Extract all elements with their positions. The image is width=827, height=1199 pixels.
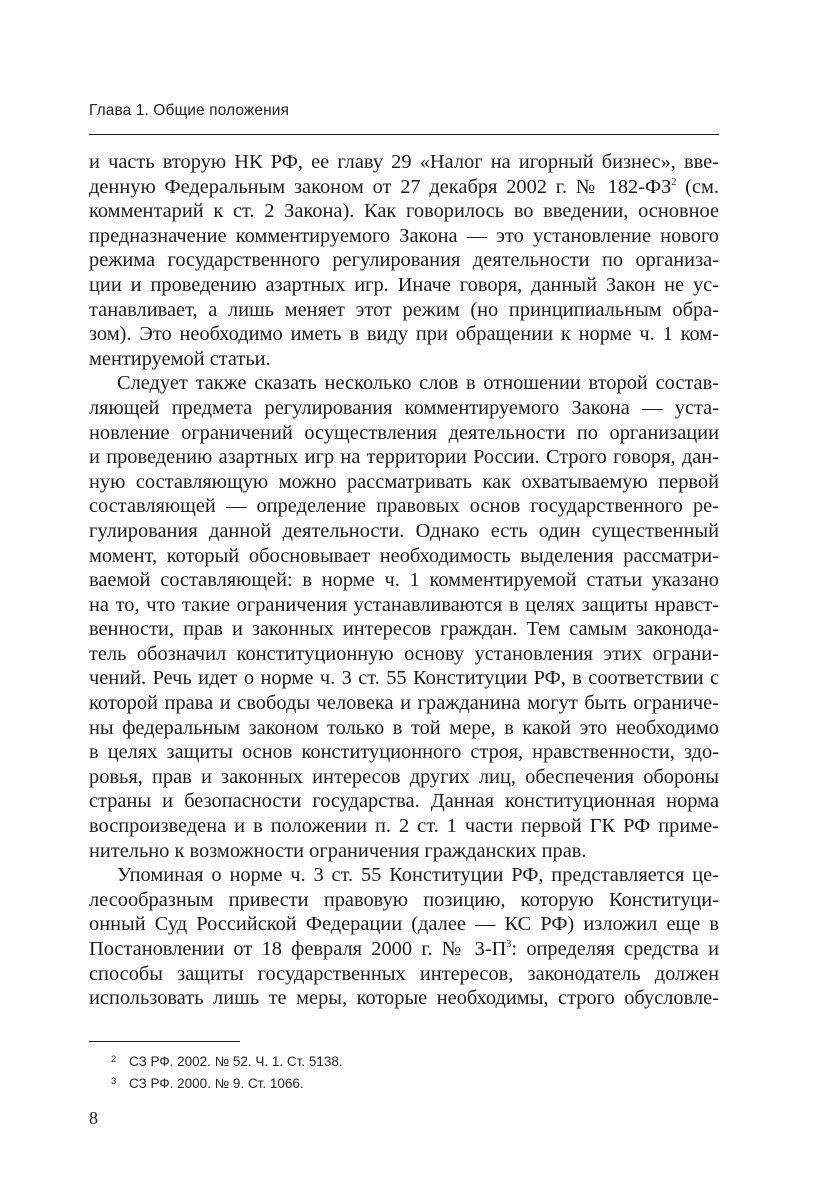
footnote (111, 1050, 343, 1072)
text-line: новление ограничений осуществления деятельности по организации (89, 421, 719, 444)
text-line: составляющей — определение правовых основ государственного ре- (89, 495, 719, 518)
text-segment: Постановлении от 18 февраля 2000 г. № 3-П (89, 938, 507, 960)
text-segment: (см. (685, 175, 719, 198)
text-line: чений. Речь идет о норме ч. 3 ст. 55 Конституции РФ, в соответствии с (89, 667, 719, 690)
footnote-ref[interactable]: 2 (671, 176, 677, 188)
text-line: ровья, прав и законных интересов других лиц, обеспечения обороны (89, 765, 719, 788)
text-line: использовать лишь те меры, которые необходимы, строго обусловле- (89, 987, 719, 1010)
text-line: воспроизведена и в положении п. 2 ст. 1 части первой ГК РФ приме- (89, 815, 719, 838)
text-line: венности, прав и законных интересов граждан. Тем самым законода- (89, 618, 719, 641)
footnote-text: СЗ РФ. 2002. № 52. Ч. 1. Ст. 5138. (129, 1054, 343, 1069)
body-text (89, 150, 719, 1011)
text-line: и проведению азартных игр на территории России. Строго говоря, дан- (89, 446, 719, 469)
text-line (89, 175, 719, 200)
text-line: зом). Это необходимо иметь в виду при обращении к норме ч. 1 ком- (89, 323, 719, 346)
text-line: в целях защиты основ конституционного строя, нравственности, здо- (89, 741, 719, 764)
text-line: ции и проведению азартных игр. Иначе говоря, данный Закон не ус- (89, 273, 719, 296)
text-line: Упоминая о норме ч. 3 ст. 55 Конституции РФ, представляется це- (117, 864, 719, 887)
running-title: Глава 1. Общие положения (89, 102, 290, 119)
text-line: предназначение комментируемого Закона — это установление нового (89, 224, 719, 247)
text-line: страны и безопасности государства. Данная конституционная норма (89, 790, 719, 813)
footnotes (111, 1050, 343, 1094)
text-line: гулирования данной деятельности. Однако есть один существенный (89, 519, 719, 542)
text-line: момент, который обосновывает необходимость выделения рассматри- (89, 544, 719, 567)
text-line: на то, что такие ограничения устанавливаются в целях защиты нравст- (89, 593, 719, 616)
text-line: способы защиты государственных интересов, законодатель должен (89, 962, 719, 985)
text-line: ны федеральным законом только в той мере, в какой это необходимо (89, 716, 719, 739)
text-segment: денную Федеральным законом от 27 декабря 2002 г. № 182-ФЗ (89, 175, 672, 198)
footnote (111, 1072, 343, 1094)
text-segment: : определяя средства и (511, 938, 719, 960)
text-line: режима государственного регулирования деятельности по организа- (89, 249, 719, 272)
text-line: нительно к возможности ограничения гражданских прав. (89, 839, 587, 862)
footnote-mark: 3 (111, 1076, 117, 1087)
page-number: 8 (89, 1108, 98, 1128)
text-line: ляющей предмета регулирования комментируемого Закона — уста- (89, 396, 719, 419)
text-line: и часть вторую НК РФ, ее главу 29 «Налог на игорный бизнес», вве- (89, 151, 719, 173)
text-line: ментируемой статьи. (89, 347, 271, 370)
text-line: лесообразным привести правовую позицию, которую Конституци- (89, 888, 719, 911)
text-line: тель обозначил конституционную основу установления этих ограни- (89, 642, 719, 665)
footnote-ref[interactable]: 3 (506, 939, 512, 950)
text-line: комментарий к ст. 2 Закона). Как говорилось во введении, основное (89, 200, 719, 223)
footnote-rule (89, 1041, 240, 1042)
text-line: ваемой составляющей: в норме ч. 1 комментируемой статьи указано (89, 569, 719, 592)
text-line: танавливает, а лишь меняет этот режим (но принципиальным обра- (89, 298, 719, 321)
text-line (89, 937, 719, 962)
text-line: Следует также сказать несколько слов в отношении второй состав- (117, 372, 719, 395)
text-line: онный Суд Российской Федерации (далее — КС РФ) изложил еще в (89, 913, 719, 936)
footnote-mark: 2 (111, 1054, 117, 1065)
header-rule (89, 134, 719, 135)
text-line: которой права и свободы человека и гражданина могут быть ограниче- (89, 692, 719, 715)
text-line: ную составляющую можно рассматривать как охватываемую первой (89, 470, 719, 493)
footnote-text: СЗ РФ. 2000. № 9. Ст. 1066. (129, 1076, 304, 1091)
